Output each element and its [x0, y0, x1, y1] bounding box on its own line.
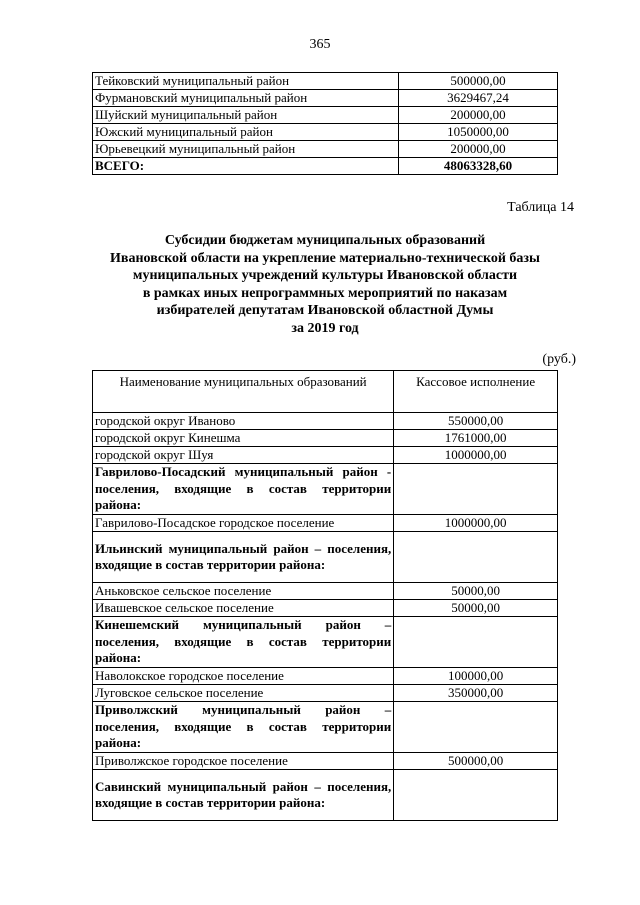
row-value: 200000,00: [399, 141, 558, 158]
table-row: [93, 583, 558, 600]
row-name: Ивашевское сельское поселение: [93, 600, 394, 617]
row-name: Южский муниципальный район: [93, 124, 399, 141]
row-value: 550000,00: [394, 413, 558, 430]
title-line: Ивановской области на укрепление материально-технической базы: [110, 250, 540, 266]
table-row: [93, 90, 558, 107]
row-value: 350000,00: [394, 685, 558, 702]
group-value: [394, 464, 558, 515]
table-row: [93, 73, 558, 90]
group-row: [93, 702, 558, 753]
table-row: [93, 753, 558, 770]
row-value: 1050000,00: [399, 124, 558, 141]
units-label: (руб.): [542, 352, 576, 367]
row-name: Тейковский муниципальный район: [93, 73, 399, 90]
title-line: муниципальных учреждений культуры Ивановской области: [132, 268, 518, 283]
table-row: [93, 600, 558, 617]
continued-table: [92, 72, 558, 175]
table-number: Таблица 14: [507, 200, 574, 215]
title-line: за 2019 год: [291, 320, 359, 336]
group-row: [93, 532, 558, 583]
header-value: Кассовое исполнение: [394, 371, 558, 413]
total-row: [93, 158, 558, 175]
title-line: в рамках иных непрограммных мероприятий по наказам: [142, 285, 508, 301]
group-row: [93, 617, 558, 668]
table-row: [93, 413, 558, 430]
row-value: 50000,00: [394, 583, 558, 600]
table-row: [93, 430, 558, 447]
continued-table-body: [93, 73, 558, 175]
subsidies-table: [92, 370, 558, 821]
row-name: Приволжское городское поселение: [93, 753, 394, 770]
title-line: Субсидии бюджетам муниципальных образований: [164, 233, 486, 248]
row-value: 1761000,00: [394, 430, 558, 447]
group-name: Савинский муниципальный район – поселения, входящие в состав территории района:: [93, 770, 394, 821]
group-name: Кинешемский муниципальный район – поселения, входящие в состав территории района:: [93, 617, 394, 668]
table-row: [93, 107, 558, 124]
row-value: 1000000,00: [394, 515, 558, 532]
row-value: 200000,00: [399, 107, 558, 124]
row-name: Шуйский муниципальный район: [93, 107, 399, 124]
row-name: Юрьевецкий муниципальный район: [93, 141, 399, 158]
table-row: [93, 515, 558, 532]
total-value: 48063328,60: [399, 158, 558, 175]
row-value: 500000,00: [394, 753, 558, 770]
total-label: ВСЕГО:: [93, 158, 399, 175]
table-row: [93, 141, 558, 158]
table-title: [92, 232, 558, 337]
table-row: [93, 668, 558, 685]
group-value: [394, 617, 558, 668]
page-number: 365: [309, 37, 331, 52]
group-value: [394, 702, 558, 753]
group-row: [93, 464, 558, 515]
header-name: Наименование муниципальных образований: [93, 371, 394, 413]
title-line: избирателей депутатам Ивановской областной Думы: [156, 303, 494, 318]
group-row: [93, 770, 558, 821]
group-name: Гаврилово-Посадский муниципальный район - поселения, входящие в состав территории района:: [93, 464, 394, 515]
row-name: городской округ Шуя: [93, 447, 394, 464]
row-name: Аньковское сельское поселение: [93, 583, 394, 600]
row-name: Луговское сельское поселение: [93, 685, 394, 702]
group-value: [394, 532, 558, 583]
row-name: Гаврилово-Посадское городское поселение: [93, 515, 394, 532]
table-header-row: [93, 371, 558, 413]
table-row: [93, 685, 558, 702]
row-name: Фурмановский муниципальный район: [93, 90, 399, 107]
row-value: 1000000,00: [394, 447, 558, 464]
row-value: 50000,00: [394, 600, 558, 617]
row-value: 100000,00: [394, 668, 558, 685]
group-name: Ильинский муниципальный район – поселения, входящие в состав территории района:: [93, 532, 394, 583]
group-value: [394, 770, 558, 821]
row-name: Наволокское городское поселение: [93, 668, 394, 685]
row-name: городской округ Иваново: [93, 413, 394, 430]
table-row: [93, 124, 558, 141]
row-value: 3629467,24: [399, 90, 558, 107]
table-row: [93, 447, 558, 464]
row-name: городской округ Кинешма: [93, 430, 394, 447]
group-name: Приволжский муниципальный район – поселения, входящие в состав территории района:: [93, 702, 394, 753]
row-value: 500000,00: [399, 73, 558, 90]
